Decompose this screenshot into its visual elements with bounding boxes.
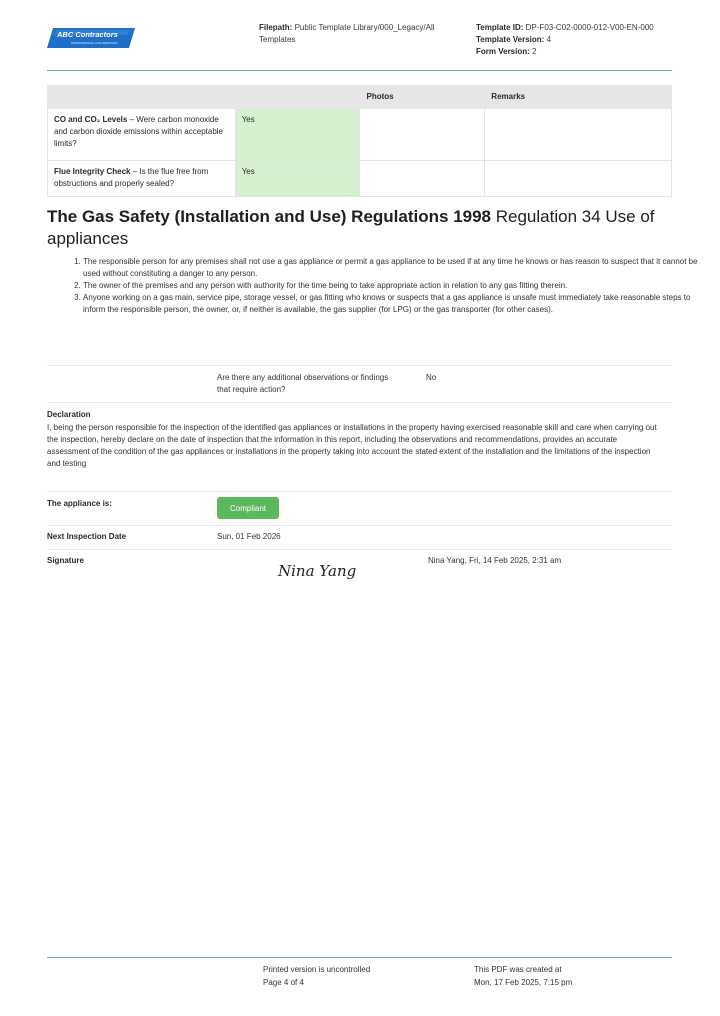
regulation-title [47,206,667,250]
signature-meta: Nina Yang, Fri, 14 Feb 2025, 2:31 am [428,556,562,565]
table-row [48,109,672,161]
photos-cell [360,109,485,161]
list-item: 1. The responsible person for any premises shall not use a gas appliance or permit a gas appliance to be used if at any time he knows or has reason to suspect that it cannot be used without constituting a danger to any person. [83,256,705,280]
filepath-value: Public Template Library/000_Legacy/All Templates [259,23,435,44]
page-number: Page 4 of 4 [263,978,304,987]
signature-image: Nina Yang [278,562,357,580]
status-badge: Compliant [217,497,279,519]
declaration-text: I, being the person responsible for the inspection of the identified gas appliances or installations in the property having exercised reasonable skill and care when carrying out the inspection, hereby declare on the date of inspection that the information in this report, including the observations and recommendations, provides an accurate assessment of the condition of the gas appliances or installations in the property taking into account the stated extent of the installation and the limitations of the inspection and testing [47,423,657,468]
col-header-question [48,86,236,109]
inspection-table [47,85,672,197]
answer-cell: Yes [235,109,360,161]
question-cell [48,161,236,197]
observations-question: Are there any additional observations or findings that require action? [217,373,389,394]
regulation-title-rest: Regulation 34 Use of appliances [47,207,655,248]
logo-text: ABC Contractors [57,30,118,39]
list-item: 3. Anyone working on a gas main, service pipe, storage vessel, or gas fitting who knows or suspects that a gas appliance is unsafe must immediately take reasonable steps to inform the responsible person, the owner, or, if neither is available, the gas supplier (for LPG) or the gas transporter (for other cases). [83,292,705,316]
observations-answer: No [426,373,437,382]
divider [47,549,672,550]
header-divider [47,70,672,71]
template-id-label: Template ID: [476,23,524,32]
signature-label: Signature [47,556,84,565]
photos-cell [360,161,485,197]
regulation-title-bold: The Gas Safety (Installation and Use) Regulations 1998 [47,207,492,226]
question-text: – Is the flue free from obstructions and properly sealed? [54,167,209,188]
divider [47,365,672,366]
regulation-list [47,256,705,316]
answer-cell: Yes [235,161,360,197]
remarks-cell [485,109,672,161]
created-value: Mon, 17 Feb 2025, 7:15 pm [474,978,573,987]
template-version-value: 4 [546,35,552,44]
remarks-cell [485,161,672,197]
divider [47,402,672,403]
question-text: – Were carbon monoxide and carbon dioxide emissions within acceptable limits? [54,115,223,148]
question-title: CO and CO₂ Levels [54,115,128,124]
question-title: Flue Integrity Check [54,167,131,176]
filepath-block [259,22,459,46]
template-id-value: DP-F03-C02-0000-012-V00-EN-000 [525,23,654,32]
uncontrolled-note: Printed version is uncontrolled [263,965,371,974]
divider [47,525,672,526]
template-version-label: Template Version: [476,35,545,44]
col-header-photos: Photos [360,86,485,109]
col-header-remarks: Remarks [485,86,672,109]
created-label: This PDF was created at [474,965,562,974]
form-version-label: Form Version: [476,47,530,56]
table-row [48,161,672,197]
form-version-value: 2 [532,47,537,56]
next-inspection-value: Sun, 01 Feb 2026 [217,532,281,541]
filepath-label: Filepath: [259,23,293,32]
question-cell [48,109,236,161]
table-header-row [48,86,672,109]
divider [47,491,672,492]
company-logo [47,26,137,50]
appliance-label: The appliance is: [47,499,112,508]
next-inspection-label: Next Inspection Date [47,532,127,541]
footer-divider [47,957,672,958]
list-item: 2. The owner of the premises and any person with authority for the time being to take appropriate action in relation to any gas fitting therein. [83,280,705,292]
declaration-title: Declaration [47,410,91,419]
template-meta [476,22,676,58]
col-header-answer [235,86,360,109]
logo-subtext: PROFESSIONAL GAS SERVICES [71,41,118,45]
